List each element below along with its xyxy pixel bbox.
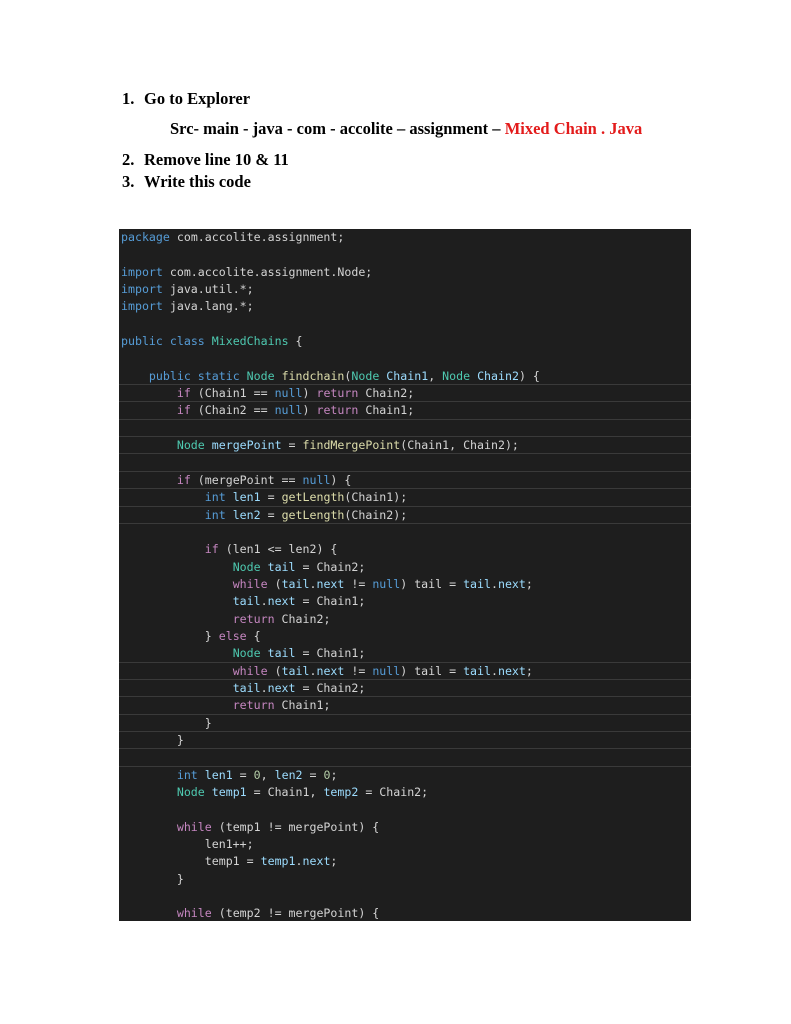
code-token xyxy=(121,785,177,799)
code-token: Chain1 xyxy=(386,368,429,383)
code-token xyxy=(205,785,212,799)
code-token: return xyxy=(232,698,275,713)
step-2 xyxy=(122,150,289,170)
code-token: . xyxy=(309,576,317,591)
code-line xyxy=(119,611,691,628)
code-lines xyxy=(119,229,691,921)
code-token: temp1 xyxy=(211,785,247,799)
code-line xyxy=(119,298,691,315)
step-text: Go to Explorer xyxy=(144,89,251,108)
code-token: findchain xyxy=(281,368,345,383)
code-token: package xyxy=(121,230,170,244)
code-token xyxy=(205,334,212,348)
code-token: temp1 xyxy=(260,854,296,869)
code-line xyxy=(119,663,691,680)
code-token xyxy=(121,768,177,782)
code-line xyxy=(119,264,691,281)
code-token: import xyxy=(121,264,163,279)
code-line xyxy=(119,576,691,593)
code-line xyxy=(119,316,691,333)
code-token: tail xyxy=(281,576,310,591)
code-token: findMergePoint xyxy=(302,438,401,453)
code-token: int xyxy=(204,490,226,505)
code-token: int xyxy=(176,767,198,782)
code-token xyxy=(121,646,233,660)
code-token: . xyxy=(309,663,317,678)
code-token xyxy=(191,369,198,383)
step-number: 1. xyxy=(122,89,135,108)
code-token: ) xyxy=(302,386,317,401)
code-token: tail xyxy=(232,594,261,609)
code-token xyxy=(261,560,268,574)
code-token xyxy=(240,369,247,383)
code-token: com.accolite.assignment.Node; xyxy=(162,264,373,279)
code-token: len2 xyxy=(274,767,303,782)
code-token: next xyxy=(316,576,345,591)
code-line xyxy=(119,507,691,524)
code-line xyxy=(119,767,691,784)
code-line xyxy=(119,732,691,749)
code-token: = Chain1, xyxy=(246,785,324,799)
code-token: getLength xyxy=(281,507,345,522)
code-token: if xyxy=(176,386,191,401)
code-token: next xyxy=(316,663,345,678)
code-token xyxy=(198,768,205,782)
code-token: = xyxy=(260,507,282,522)
code-line xyxy=(119,402,691,419)
code-line xyxy=(119,333,691,350)
code-token: import xyxy=(121,299,163,314)
code-token xyxy=(226,508,233,522)
code-token: Chain2; xyxy=(358,386,415,401)
code-token: } xyxy=(121,732,184,747)
code-token: return xyxy=(316,386,359,401)
code-token: while xyxy=(232,663,268,678)
code-token: Chain2 xyxy=(477,368,519,383)
code-line xyxy=(119,905,691,921)
code-token: class xyxy=(169,334,205,349)
code-token: if xyxy=(204,542,219,557)
code-token: , xyxy=(428,368,443,383)
code-token: = xyxy=(302,767,324,782)
code-token: len1++; xyxy=(121,837,254,852)
code-token xyxy=(121,612,233,626)
code-line xyxy=(119,541,691,558)
code-token: (temp1 != mergePoint) { xyxy=(211,819,380,834)
code-token xyxy=(261,646,268,660)
code-token: java.util.*; xyxy=(162,282,254,297)
code-line xyxy=(119,489,691,506)
code-token: return xyxy=(232,611,275,626)
code-line xyxy=(119,853,691,870)
code-screenshot xyxy=(119,229,691,921)
code-token: (Chain2); xyxy=(344,507,408,522)
code-token xyxy=(121,369,149,383)
code-token: = xyxy=(232,767,254,782)
code-token: import xyxy=(121,282,163,297)
code-token: = Chain1; xyxy=(295,594,366,609)
code-token: Node xyxy=(442,368,471,383)
code-token: ) xyxy=(302,403,317,418)
code-token: while xyxy=(232,576,268,591)
code-token xyxy=(121,906,177,920)
code-token: != xyxy=(344,576,373,591)
code-token: Chain2; xyxy=(274,611,331,626)
code-token: ; xyxy=(525,576,533,591)
step-number: 2. xyxy=(122,150,135,169)
code-token: } xyxy=(121,628,219,643)
code-token xyxy=(121,490,205,504)
code-token: (Chain2 == xyxy=(190,403,275,418)
code-line xyxy=(119,801,691,818)
code-line xyxy=(119,819,691,836)
code-line xyxy=(119,281,691,298)
code-token: tail xyxy=(267,646,296,661)
code-token xyxy=(121,438,177,452)
code-token: 0 xyxy=(253,767,261,782)
code-token: while xyxy=(176,906,212,921)
code-token xyxy=(121,594,233,608)
code-token: Node xyxy=(176,438,205,453)
code-token: Chain1; xyxy=(274,698,331,713)
code-token: next xyxy=(497,576,526,591)
code-token xyxy=(275,369,282,383)
code-token: . xyxy=(260,680,268,695)
code-token: = Chain2; xyxy=(295,559,366,574)
step-text: Write this code xyxy=(144,172,251,191)
file-path xyxy=(170,119,642,139)
code-token: . xyxy=(490,663,498,678)
code-line xyxy=(119,559,691,576)
code-token: , xyxy=(260,767,275,782)
code-token xyxy=(470,369,477,383)
step-3 xyxy=(122,172,251,192)
code-token: int xyxy=(204,507,226,522)
step-number: 3. xyxy=(122,172,135,191)
code-line xyxy=(119,697,691,714)
code-token: getLength xyxy=(281,490,345,505)
code-token: java.lang.*; xyxy=(162,299,254,314)
code-token xyxy=(163,334,170,348)
code-token: tail xyxy=(267,559,296,574)
code-token xyxy=(121,577,233,591)
code-token: (Chain1 == xyxy=(190,386,275,401)
code-token: temp2 xyxy=(323,785,359,799)
code-token xyxy=(121,560,233,574)
code-line xyxy=(119,420,691,437)
code-token: else xyxy=(218,628,247,643)
code-line xyxy=(119,871,691,888)
code-token: (len1 <= len2) { xyxy=(218,542,338,557)
code-token: ) tail = xyxy=(400,576,464,591)
code-token: . xyxy=(490,576,498,591)
code-line xyxy=(119,680,691,697)
code-token: ( xyxy=(267,663,282,678)
code-token: next xyxy=(497,663,526,678)
code-line xyxy=(119,368,691,385)
code-token xyxy=(121,698,233,712)
code-line xyxy=(119,645,691,662)
code-token xyxy=(205,438,212,452)
code-token: null xyxy=(302,472,331,487)
code-token: null xyxy=(372,663,401,678)
code-token xyxy=(121,403,177,417)
code-token: Chain1; xyxy=(358,403,415,418)
code-token: tail xyxy=(281,663,310,678)
code-token: = Chain1; xyxy=(295,646,366,661)
code-token: != xyxy=(344,663,373,678)
code-token: temp1 = xyxy=(121,854,261,869)
code-token: MixedChains xyxy=(211,334,289,349)
code-token: while xyxy=(176,819,212,834)
code-token xyxy=(121,820,177,834)
code-token: (temp2 != mergePoint) { xyxy=(211,906,380,921)
code-line xyxy=(119,472,691,489)
code-token: . xyxy=(260,594,268,609)
code-token: next xyxy=(267,594,296,609)
code-token xyxy=(121,473,177,487)
code-token: = Chain2; xyxy=(358,785,429,799)
code-token: if xyxy=(176,403,191,418)
code-token: next xyxy=(302,854,331,869)
code-token: ; xyxy=(525,663,533,678)
code-token: = xyxy=(260,490,282,505)
code-token: static xyxy=(197,368,240,383)
code-token: tail xyxy=(232,680,261,695)
code-token xyxy=(121,386,177,400)
code-token: Node xyxy=(246,368,275,383)
code-token: (mergePoint == xyxy=(190,472,303,487)
file-path-prefix: Src- main - java - com - accolite – assignment – xyxy=(170,119,505,138)
code-token: Node xyxy=(351,368,380,383)
code-line xyxy=(119,246,691,263)
code-line xyxy=(119,524,691,541)
code-token: ; xyxy=(330,854,338,869)
file-name-highlight: Mixed Chain . Java xyxy=(504,119,643,138)
code-line xyxy=(119,784,691,801)
code-token: Node xyxy=(232,559,261,574)
code-token: } xyxy=(121,871,184,886)
code-token: null xyxy=(372,576,401,591)
code-token xyxy=(121,681,233,695)
code-token: next xyxy=(267,680,296,695)
code-token: ; xyxy=(330,767,338,782)
code-token: len1 xyxy=(232,490,261,505)
code-line xyxy=(119,437,691,454)
code-token: mergePoint xyxy=(211,438,282,453)
code-token: (Chain1, Chain2); xyxy=(400,438,519,453)
code-line xyxy=(119,888,691,905)
code-token xyxy=(226,490,233,504)
code-line xyxy=(119,749,691,766)
code-line xyxy=(119,385,691,402)
code-token: len1 xyxy=(204,767,233,782)
code-token xyxy=(121,664,233,678)
code-token: = xyxy=(281,438,303,453)
code-token: null xyxy=(274,386,303,401)
code-token: len2 xyxy=(232,507,261,522)
step-text: Remove line 10 & 11 xyxy=(144,150,289,169)
code-token: tail xyxy=(463,576,491,591)
code-token: . xyxy=(295,854,303,869)
step-1 xyxy=(122,89,250,109)
code-token: 0 xyxy=(323,767,331,782)
code-token: null xyxy=(274,403,303,418)
code-token: Node xyxy=(232,646,261,661)
code-token: (Chain1); xyxy=(344,490,408,505)
code-token: ( xyxy=(344,368,352,383)
code-token: ) tail = xyxy=(400,663,464,678)
code-line xyxy=(119,628,691,645)
code-token: if xyxy=(176,472,191,487)
code-token xyxy=(121,542,205,556)
code-token: ) { xyxy=(330,472,352,487)
code-token: { xyxy=(246,628,261,643)
code-token: public xyxy=(148,368,191,383)
code-line xyxy=(119,229,691,246)
code-token: ) { xyxy=(518,368,540,383)
code-line xyxy=(119,836,691,853)
code-line xyxy=(119,350,691,367)
code-token: = Chain2; xyxy=(295,680,366,695)
code-token: com.accolite.assignment; xyxy=(169,230,345,244)
code-token: ( xyxy=(267,576,282,591)
code-token: return xyxy=(316,403,359,418)
code-line xyxy=(119,715,691,732)
code-token: } xyxy=(121,715,212,730)
code-token: { xyxy=(288,334,303,349)
code-line xyxy=(119,454,691,471)
code-token xyxy=(121,508,205,522)
code-token: Node xyxy=(176,785,205,799)
code-token: tail xyxy=(463,663,491,678)
code-line xyxy=(119,593,691,610)
code-token: public xyxy=(121,334,163,349)
